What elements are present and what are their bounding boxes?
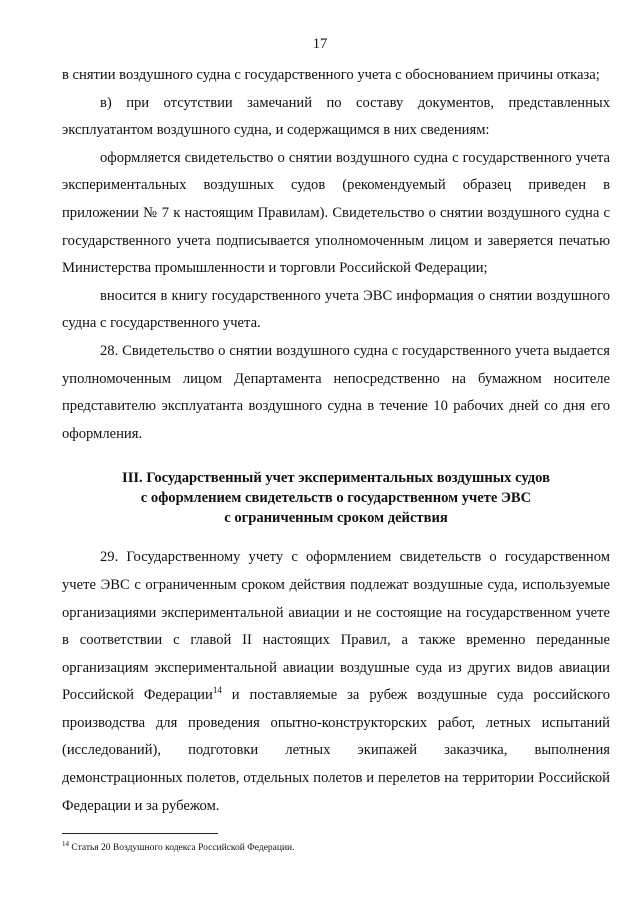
footnote-divider: [62, 833, 218, 834]
footnote-marker: 14: [62, 839, 69, 848]
paragraph-28: 28. Свидетельство о снятии воздушного судна с государственного учета выдается уполномоченным лицом Департамента непосредственно на бумажном носителе представителю эксплуатанта воздушного судна в течение 10 рабочих дней со дня его оформления.: [62, 342, 610, 442]
footnote: [62, 839, 295, 854]
paragraph-29-text-start: 29. Государственному учету с оформлением свидетельств о государственном учете ЭВС с ограниченным сроком действия подлежат воздушные суда, используемые организациями экспериментальной авиации и не состоящие на государственном учете в соответствии с главой II настоящих Правил, а также временно переданные организациям экспериментальной авиации воздушные суда из других видов авиации Российской Федерации: [62, 549, 610, 704]
footnote-reference[interactable]: 14: [212, 685, 222, 696]
document-body: [62, 62, 610, 820]
footnote-text: Статья 20 Воздушного кодекса Российской Федерации.: [69, 843, 295, 853]
paragraph-29-text-end: и поставляемые за рубеж воздушные суда российского производства для проведения опытно-конструкторских работ, летных испытаний (исследований), подготовки летных экипажей заказчика, выполнения демонстрационных полетов, отдельных полетов и перелетов на территории Российской Федерации и за рубежом.: [62, 687, 611, 814]
section-heading-line-2: с оформлением свидетельств о государственном учете ЭВС: [140, 490, 532, 507]
paragraph-29: [62, 544, 610, 820]
paragraph-registry-entry: вносится в книгу государственного учета ЭВС информация о снятии воздушного судна с государственного учета.: [62, 287, 610, 332]
section-heading-line-3: с ограниченным сроком действия: [224, 510, 448, 527]
paragraph-certificate-issued: оформляется свидетельство о снятии воздушного судна с государственного учета экспериментальных воздушных судов (рекомендуемый образец приведен в приложении № 7 к настоящим Правилам). Свидетельство о снятии воздушного судна с государственного учета подписывается уполномоченным лицом и заверяется печатью Министерства промышленности и торговли Российской Федерации;: [62, 149, 610, 277]
section-heading-line-1: III. Государственный учет экспериментальных воздушных судов: [122, 470, 550, 487]
paragraph-item-v: в) при отсутствии замечаний по составу документов, представленных эксплуатантом воздушного судна, и содержащимся в них сведениям:: [62, 94, 610, 139]
paragraph-refusal-reason: в снятии воздушного судна с государственного учета с обоснованием причины отказа;: [62, 67, 600, 83]
page-number: 17: [312, 36, 328, 52]
section-heading: [62, 468, 610, 528]
